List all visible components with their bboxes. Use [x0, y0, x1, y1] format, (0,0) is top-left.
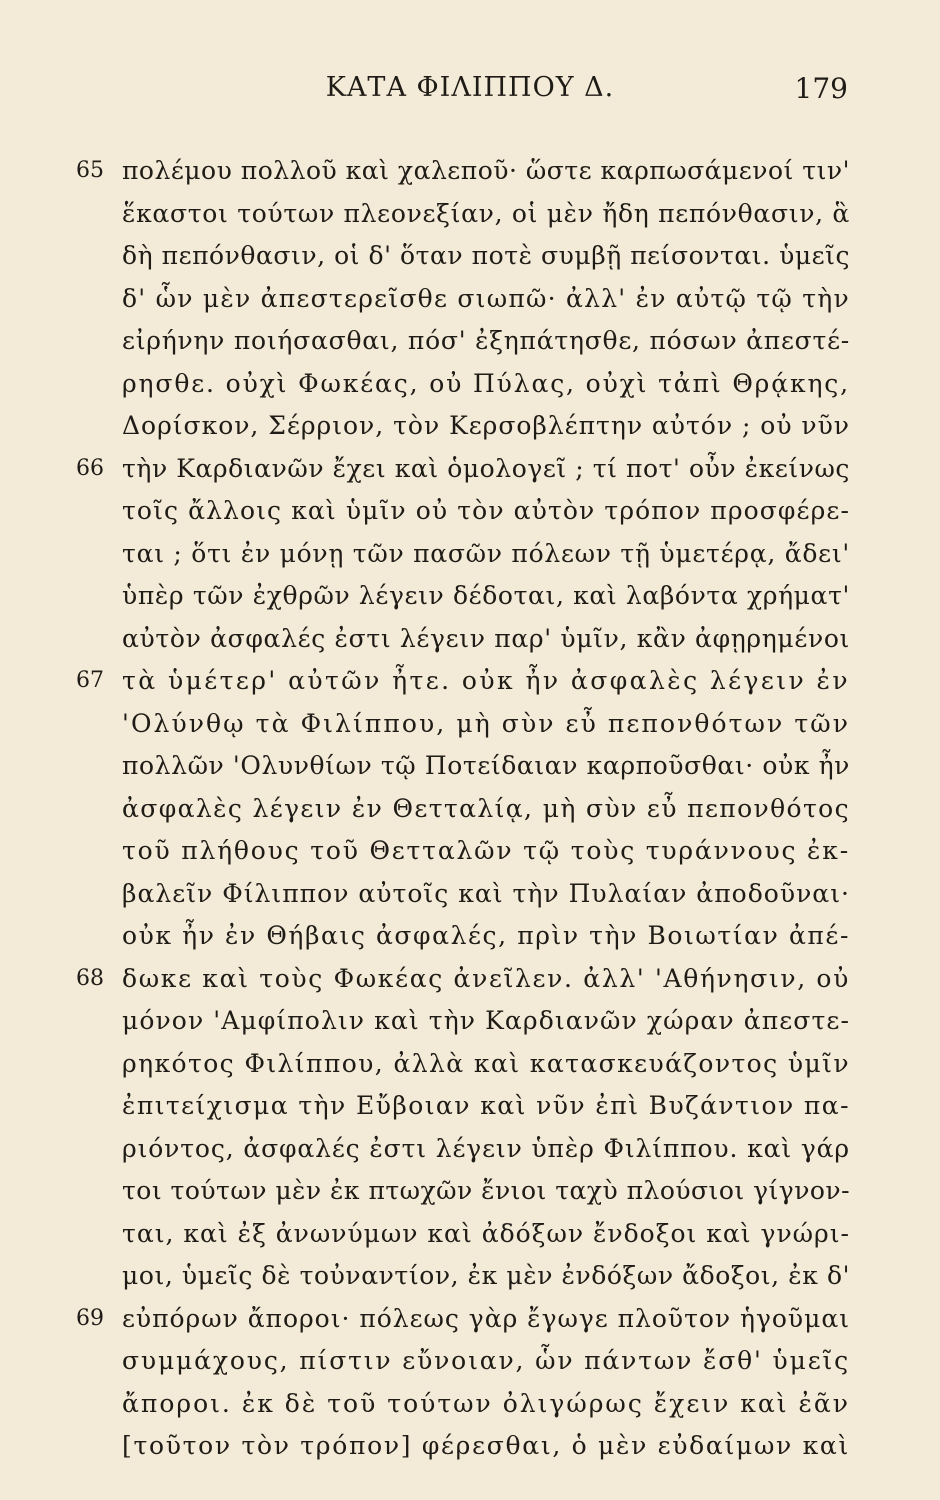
section-number: 68 [76, 965, 104, 991]
line-text: ἐπιτείχισμα τὴν Εὔβοιαν καὶ νῦν ἐπὶ Βυζάντιον πα- [122, 1091, 850, 1120]
text-line [122, 873, 850, 916]
line-text: [τοῦτον τὸν τρόπον] φέρεσθαι, ὁ μὲν εὐδαίμων καὶ [122, 1431, 850, 1460]
text-line [122, 193, 850, 236]
line-text: πολλῶν 'Ολυνθίων τῷ Ποτείδαιαν καρποῦσθαι· οὐκ ἦν [122, 751, 850, 780]
line-text: ἕκαστοι τούτων πλεονεξίαν, οἱ μὲν ἤδη πεπόνθασιν, ἃ [122, 198, 850, 228]
section-number: 69 [76, 1305, 104, 1331]
text-line [76, 1298, 850, 1341]
line-text: τοῖς ἄλλοις καὶ ὑμῖν οὐ τὸν αὐτὸν τρόπον προσφέρε- [122, 496, 850, 525]
line-text: ὑπὲρ τῶν ἐχθρῶν λέγειν δέδοται, καὶ λαβόντα χρήματ' [122, 581, 851, 610]
running-title: ΚΑΤΑ ΦΙΛΙΠΠΟΥ Δ. [325, 72, 615, 103]
text-line [122, 1043, 850, 1086]
text-line [122, 788, 850, 831]
line-text: ρηκότος Φιλίππου, ἀλλὰ καὶ κατασκευάζοντος ὑμῖν [122, 1048, 850, 1078]
line-text: δωκε καὶ τοὺς Φωκέας ἀνεῖλεν. ἀλλ' 'Αθήνησιν, οὐ [122, 963, 851, 993]
line-text: πολέμου πολλοῦ καὶ χαλεποῦ· ὥστε καρπωσάμενοί τιν' [122, 156, 850, 185]
line-text: Δορίσκον, Σέρριον, τὸν Κερσοβλέπτην αὐτόν ; οὐ νῦν [122, 411, 850, 440]
text-line [122, 1128, 850, 1171]
line-text: 'Ολύνθῳ τὰ Φιλίππου, μὴ σὺν εὖ πεπονθότων τῶν [122, 708, 850, 738]
line-text: ται ; ὅτι ἐν μόνῃ τῶν πασῶν πόλεων τῇ ὑμετέρᾳ, ἄδει' [122, 538, 850, 568]
page-header [0, 72, 940, 112]
section-number: 65 [76, 158, 104, 183]
text-line [122, 363, 850, 406]
text-line [122, 1340, 850, 1383]
line-text: δ' ὧν μὲν ἀπεστερεῖσθε σιωπῶ· ἀλλ' ἐν αὐτῷ τῷ τὴν [122, 283, 850, 313]
text-line [122, 490, 850, 533]
line-text: δὴ πεπόνθασιν, οἱ δ' ὅταν ποτὲ συμβῇ πείσονται. ὑμεῖς [122, 241, 851, 270]
text-line [76, 448, 850, 491]
line-text: εὐπόρων ἄποροι· πόλεως γὰρ ἔγωγε πλοῦτον ἡγοῦμαι [122, 1303, 850, 1333]
line-text: αὐτὸν ἀσφαλές ἐστι λέγειν παρ' ὑμῖν, κἂν ἀφῃρημένοι [122, 623, 851, 653]
text-line [122, 618, 850, 661]
text-line [76, 958, 851, 1001]
text-line [122, 830, 850, 873]
page-number: 179 [794, 72, 848, 105]
greek-text-body [76, 150, 851, 1468]
text-line [122, 1255, 850, 1298]
text-line [122, 533, 850, 576]
line-text: ἀσφαλὲς λέγειν ἐν Θετταλίᾳ, μὴ σὺν εὖ πεπονθότος [122, 793, 850, 823]
text-line [122, 1000, 850, 1043]
text-line [76, 660, 851, 703]
line-text: οὐκ ἦν ἐν Θήβαις ἀσφαλές, πρὶν τὴν Βοιωτίαν ἀπέ- [122, 921, 850, 950]
text-line [122, 235, 850, 278]
text-line [122, 1213, 850, 1256]
text-line [122, 1425, 850, 1468]
section-number: 67 [76, 668, 104, 693]
line-text: συμμάχους, πίστιν εὔνοιαν, ὧν πάντων ἔσθ' ὑμεῖς [122, 1346, 850, 1375]
text-line [122, 745, 850, 788]
text-line [122, 1383, 850, 1426]
line-text: τὴν Καρδιανῶν ἔχει καὶ ὁμολογεῖ ; τί ποτ' οὖν ἐκείνως [122, 453, 850, 483]
text-line [122, 320, 850, 363]
line-text: τὰ ὑμέτερ' αὐτῶν ἦτε. οὐκ ἦν ἀσφαλὲς λέγειν ἐν [122, 666, 851, 695]
line-text: βαλεῖν Φίλιππον αὐτοῖς καὶ τὴν Πυλαίαν ἀποδοῦναι· [122, 878, 850, 908]
line-text: μόνον 'Αμφίπολιν καὶ τὴν Καρδιανῶν χώραν ἀπεστε- [122, 1006, 850, 1035]
line-text: τοῦ πλήθους τοῦ Θετταλῶν τῷ τοὺς τυράννους ἐκ- [122, 836, 850, 865]
line-text: ἄποροι. ἐκ δὲ τοῦ τούτων ὀλιγώρως ἔχειν καὶ ἐᾶν [122, 1388, 850, 1418]
text-line [122, 703, 850, 746]
text-line [122, 1170, 850, 1213]
section-number: 66 [76, 455, 104, 481]
text-line [122, 575, 850, 618]
line-text: τοι τούτων μὲν ἐκ πτωχῶν ἔνιοι ταχὺ πλούσιοι γίγνον- [122, 1176, 850, 1205]
line-text: εἰρήνην ποιήσασθαι, πόσ' ἐξηπάτησθε, πόσων ἀπεστέ- [122, 326, 851, 355]
text-line [122, 278, 850, 321]
line-text: μοι, ὑμεῖς δὲ τοὐναντίον, ἐκ μὲν ἐνδόξων ἄδοξοι, ἐκ δ' [122, 1261, 851, 1290]
line-text: ριόντος, ἀσφαλές ἐστι λέγειν ὑπὲρ Φιλίππου. καὶ γάρ [122, 1133, 850, 1163]
text-line [122, 1085, 850, 1128]
text-line [122, 915, 850, 958]
text-line [76, 150, 850, 193]
text-line [122, 405, 850, 448]
line-text: ρησθε. οὐχὶ Φωκέας, οὐ Πύλας, οὐχὶ τἀπὶ Θρᾴκης, [122, 368, 850, 398]
line-text: ται, καὶ ἐξ ἀνωνύμων καὶ ἀδόξων ἔνδοξοι καὶ γνώρι- [122, 1218, 850, 1248]
